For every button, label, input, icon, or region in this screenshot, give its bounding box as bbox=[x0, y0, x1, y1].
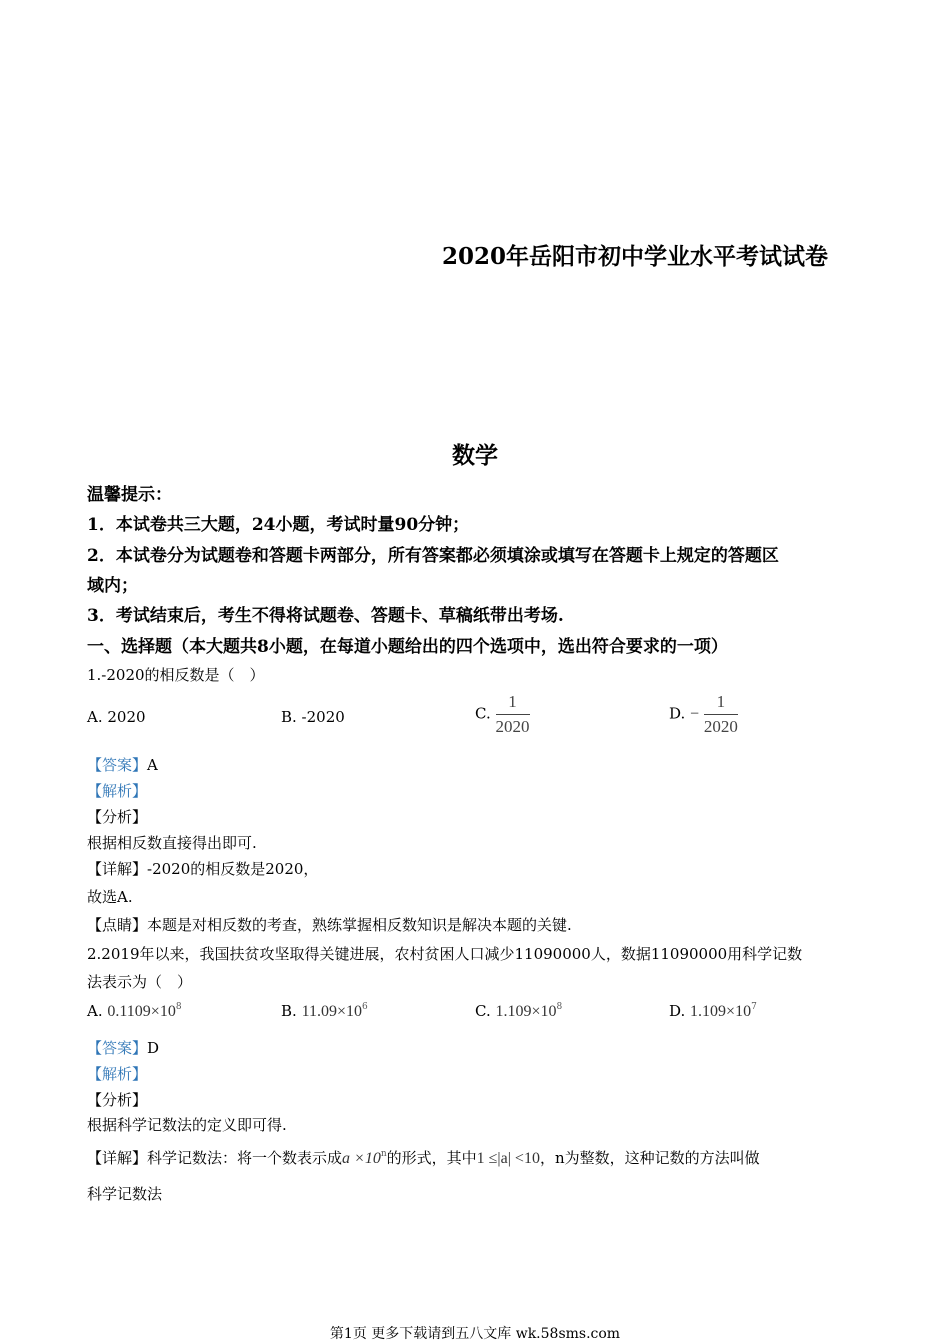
tips-line-3: 3．考试结束后，考生不得将试题卷、答题卡、草稿纸带出考场. bbox=[87, 606, 564, 626]
tips-line-2a: 2．本试卷分为试题卷和答题卡两部分，所有答案都必须填涂或填写在答题卡上规定的答题区 bbox=[87, 546, 779, 566]
q1-option-a: A. 2020 bbox=[87, 708, 146, 726]
q1-detail-tag: 【详解】 bbox=[87, 860, 148, 878]
q1-option-d-sign: − bbox=[690, 705, 700, 723]
q1-option-b: B. -2020 bbox=[281, 708, 345, 726]
q2-option-b bbox=[281, 1002, 368, 1021]
q1-option-c-fraction bbox=[496, 692, 530, 737]
q2-detail-math-1: a ×10 bbox=[342, 1150, 381, 1167]
q2-option-b-exponent: 6 bbox=[362, 1002, 368, 1012]
q2-option-c-exponent: 8 bbox=[556, 1002, 563, 1012]
page-title: 2020年岳阳市初中学业水平考试试卷 bbox=[442, 243, 829, 270]
q1-answer bbox=[87, 754, 158, 775]
q1-option-d-denominator: 2020 bbox=[703, 717, 738, 736]
q1-option-c-label: C. bbox=[475, 704, 491, 723]
q1-fenxi-text: 根据相反数直接得出即可. bbox=[87, 834, 257, 852]
q2-detail-continued: 科学记数法 bbox=[87, 1185, 163, 1203]
q2-answer-value: D bbox=[147, 1039, 160, 1057]
q2-option-d-math: 1.109×10 bbox=[690, 1003, 752, 1020]
q1-analysis-tag: 【解析】 bbox=[87, 782, 148, 800]
q2-option-b-math: 11.09×10 bbox=[301, 1003, 363, 1020]
q2-option-b-label: B. bbox=[281, 1002, 297, 1020]
q2-stem-line-2: 法表示为（ ） bbox=[87, 973, 193, 991]
q2-option-d-exponent: 7 bbox=[751, 1002, 757, 1012]
tips-line-1: 1．本试卷共三大题，24小题，考试时量90分钟； bbox=[87, 515, 470, 535]
q2-detail-tag: 【详解】 bbox=[87, 1149, 148, 1167]
q1-option-d-numerator: 1 bbox=[704, 692, 738, 715]
q1-answer-tag: 【答案】 bbox=[87, 756, 148, 774]
q1-option-d bbox=[669, 692, 738, 737]
q2-option-d bbox=[669, 1002, 757, 1021]
section-heading: 一、选择题（本大题共8小题，在每道小题给出的四个选项中，选出符合要求的一项） bbox=[87, 637, 728, 657]
q2-answer-tag: 【答案】 bbox=[87, 1039, 148, 1057]
q1-answer-value: A bbox=[147, 756, 158, 774]
q2-detail-part-3: ，n为整数，这种记数的方法叫做 bbox=[539, 1149, 760, 1167]
q2-detail bbox=[87, 1147, 760, 1168]
q2-option-c-math: 1.109×10 bbox=[495, 1003, 557, 1020]
q1-option-d-fraction bbox=[704, 692, 738, 737]
tips-heading: 温馨提示： bbox=[87, 485, 172, 505]
q1-comment bbox=[87, 914, 572, 935]
q2-detail-part-1: 科学记数法：将一个数表示成 bbox=[147, 1149, 343, 1167]
q1-option-c bbox=[475, 692, 530, 737]
q2-option-a-math: 0.1109×10 bbox=[107, 1003, 176, 1020]
q2-detail-part-2: 的形式，其中 bbox=[386, 1149, 477, 1167]
q2-option-a-label: A. bbox=[87, 1002, 103, 1020]
q1-detail-text: -2020的相反数是2020， bbox=[147, 860, 319, 878]
q2-option-d-label: D. bbox=[669, 1002, 686, 1020]
q2-option-c-label: C. bbox=[475, 1002, 491, 1020]
q1-stem: 1.-2020的相反数是（ ） bbox=[87, 666, 265, 684]
q1-choose: 故选A. bbox=[87, 888, 133, 906]
tips-line-2b: 域内； bbox=[87, 576, 138, 596]
q2-detail-math-2: 1 ≤|a| <10 bbox=[476, 1150, 540, 1167]
page-footer: 第1页 更多下载请到五八文库 wk.58sms.com bbox=[329, 1326, 621, 1342]
q2-option-a bbox=[87, 1002, 182, 1021]
q2-fenxi-tag: 【分析】 bbox=[87, 1091, 148, 1109]
q2-detail-exponent: n bbox=[380, 1149, 387, 1159]
q2-option-a-exponent: 8 bbox=[175, 1002, 182, 1012]
q1-option-c-denominator: 2020 bbox=[495, 717, 530, 736]
q2-stem-line-1: 2.2019年以来，我国扶贫攻坚取得关键进展，农村贫困人口减少11090000人，数据11090000用科学记数 bbox=[87, 945, 803, 963]
q2-option-c bbox=[475, 1002, 562, 1021]
q1-comment-text: 本题是对相反数的考查，熟练掌握相反数知识是解决本题的关键. bbox=[147, 916, 572, 934]
q1-detail bbox=[87, 858, 318, 879]
q2-answer bbox=[87, 1037, 159, 1058]
q1-option-d-label: D. bbox=[669, 704, 686, 723]
q2-fenxi-text: 根据科学记数法的定义即可得. bbox=[87, 1116, 287, 1134]
subject-heading: 数学 bbox=[452, 442, 498, 469]
q1-comment-tag: 【点睛】 bbox=[87, 916, 148, 934]
q1-option-c-numerator: 1 bbox=[496, 692, 530, 715]
q1-fenxi-tag: 【分析】 bbox=[87, 808, 148, 826]
q2-analysis-tag: 【解析】 bbox=[87, 1065, 148, 1083]
